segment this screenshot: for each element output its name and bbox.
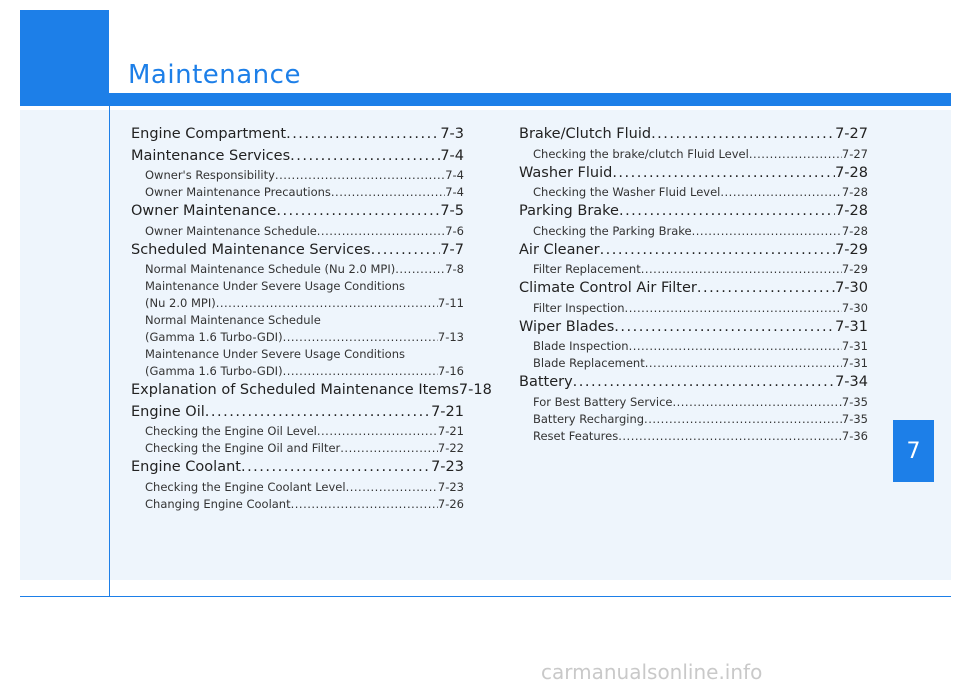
- toc-subentry[interactable]: Checking the Parking Brake ..... 7-28: [519, 223, 868, 240]
- header-rule: [109, 93, 951, 106]
- toc-subentry[interactable]: Battery Recharging ..... 7-35: [519, 411, 868, 428]
- toc-entry[interactable]: Air Cleaner ..... 7-29: [519, 240, 868, 262]
- toc-subentry[interactable]: Filter Inspection ..... 7-30: [519, 300, 868, 317]
- toc-entry[interactable]: Maintenance Services ..... 7-4: [131, 146, 464, 168]
- header-color-block: [20, 10, 109, 106]
- toc-subentry[interactable]: Checking the Engine Oil Level ..... 7-21: [131, 423, 464, 440]
- toc-entry[interactable]: Washer Fluid ..... 7-28: [519, 163, 868, 185]
- toc-entry[interactable]: Battery ..... 7-34: [519, 372, 868, 394]
- margin-line: [109, 106, 110, 596]
- toc-entry[interactable]: Engine Compartment ..... 7-3: [131, 124, 464, 146]
- toc-subentry-line: Normal Maintenance Schedule: [145, 313, 321, 327]
- toc-subentry-line: Maintenance Under Severe Usage Conditions: [145, 279, 405, 293]
- toc-subentry[interactable]: (Gamma 1.6 Turbo-GDI) ..... 7-13: [131, 329, 464, 346]
- toc-entry[interactable]: Owner Maintenance ..... 7-5: [131, 201, 464, 223]
- toc-subentry[interactable]: (Nu 2.0 MPI) ..... 7-11: [131, 295, 464, 312]
- toc-subentry[interactable]: Changing Engine Coolant ..... 7-26: [131, 496, 464, 513]
- watermark-text: carmanualsonline.info: [541, 660, 763, 684]
- toc-entry[interactable]: Engine Coolant ..... 7-23: [131, 457, 464, 479]
- toc-subentry[interactable]: Checking the Washer Fluid Level ..... 7-28: [519, 184, 868, 201]
- toc-column-left: [131, 124, 492, 513]
- toc-subentry[interactable]: Checking the brake/clutch Fluid Level ..... 7-27: [519, 146, 868, 163]
- chapter-tab[interactable]: 7: [893, 420, 934, 482]
- toc-subentry[interactable]: For Best Battery Service ..... 7-35: [519, 394, 868, 411]
- toc-column-right: [519, 124, 868, 445]
- toc-subentry[interactable]: Blade Replacement ..... 7-31: [519, 355, 868, 372]
- toc-entry[interactable]: Wiper Blades ..... 7-31: [519, 317, 868, 339]
- toc-entry[interactable]: Explanation of Scheduled Maintenance Items 7-18: [131, 382, 492, 398]
- toc-subentry[interactable]: Owner Maintenance Precautions ..... 7-4: [131, 184, 464, 201]
- toc-subentry-line: Maintenance Under Severe Usage Conditions: [145, 347, 405, 361]
- toc-subentry[interactable]: (Gamma 1.6 Turbo-GDI) ..... 7-16: [131, 363, 464, 380]
- toc-subentry[interactable]: Checking the Engine Coolant Level ..... 7-23: [131, 479, 464, 496]
- toc-entry[interactable]: Climate Control Air Filter ..... 7-30: [519, 278, 868, 300]
- toc-subentry[interactable]: Checking the Engine Oil and Filter ..... 7-22: [131, 440, 464, 457]
- toc-entry[interactable]: Scheduled Maintenance Services ..... 7-7: [131, 240, 464, 262]
- toc-entry[interactable]: Parking Brake ..... 7-28: [519, 201, 868, 223]
- toc-subentry[interactable]: Owner's Responsibility ..... 7-4: [131, 167, 464, 184]
- footer-rule: [20, 596, 951, 597]
- toc-subentry[interactable]: Reset Features ..... 7-36: [519, 428, 868, 445]
- toc-entry[interactable]: Engine Oil ..... 7-21: [131, 402, 464, 424]
- page-title: Maintenance: [128, 60, 301, 90]
- toc-entry[interactable]: Brake/Clutch Fluid ..... 7-27: [519, 124, 868, 146]
- toc-subentry[interactable]: Filter Replacement ..... 7-29: [519, 261, 868, 278]
- toc-subentry[interactable]: Owner Maintenance Schedule ..... 7-6: [131, 223, 464, 240]
- toc-subentry[interactable]: Normal Maintenance Schedule (Nu 2.0 MPI) ..... 7-8: [131, 261, 464, 278]
- toc-subentry[interactable]: Blade Inspection ..... 7-31: [519, 338, 868, 355]
